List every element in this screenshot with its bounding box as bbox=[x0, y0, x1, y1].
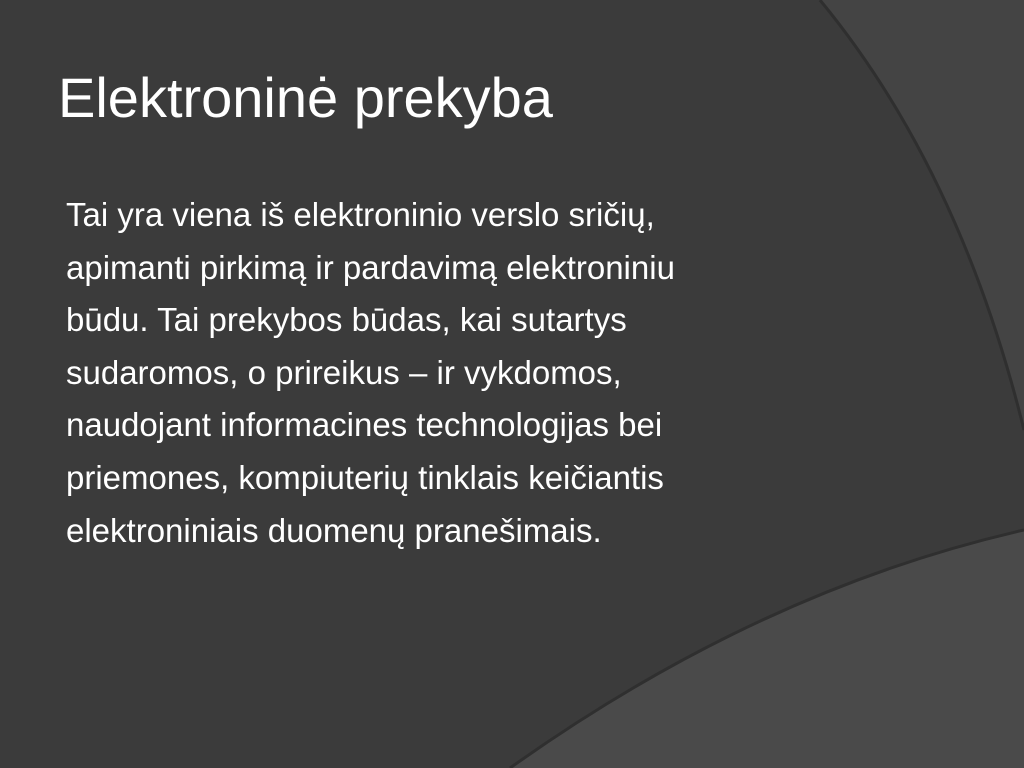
body-line: būdu. Tai prekybos būdas, kai sutartys bbox=[66, 301, 627, 339]
body-line: naudojant informacines technologijas bei bbox=[66, 406, 663, 444]
body-line: elektroniniais duomenų pranešimais. bbox=[66, 511, 602, 549]
slide-title: Elektroninė prekyba bbox=[58, 66, 553, 129]
body-line: priemones, kompiuterių tinklais keičiantis bbox=[66, 458, 664, 496]
body-line: sudaromos, o prireikus – ir vykdomos, bbox=[66, 353, 622, 391]
body-line: Tai yra viena iš elektroninio verslo sričių, bbox=[66, 196, 655, 233]
body-line: apimanti pirkimą ir pardavimą elektroniniu bbox=[66, 248, 675, 286]
slide-body-text bbox=[66, 189, 906, 557]
